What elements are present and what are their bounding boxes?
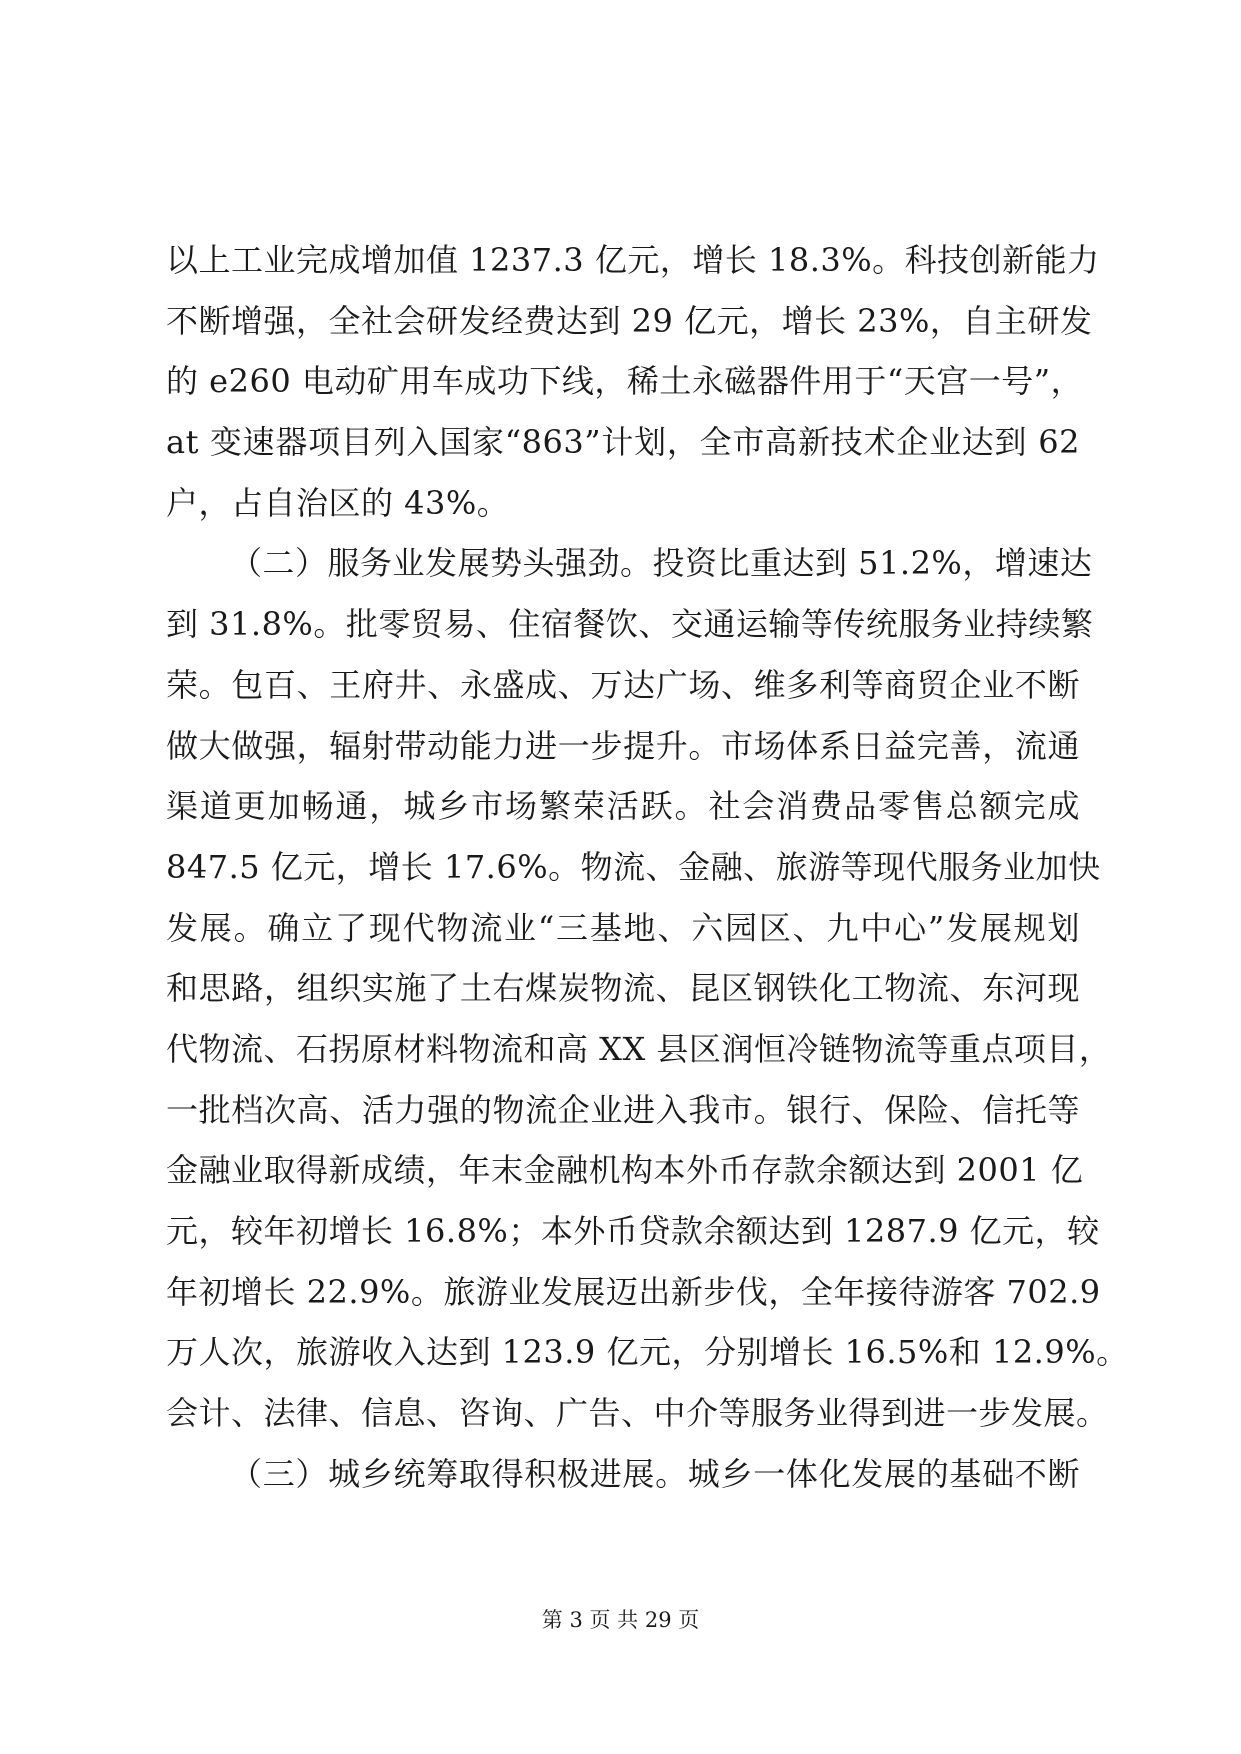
text-line: 发展。确立了现代物流业“三基地、六园区、九中心”发展规划 (166, 908, 1080, 947)
text-line: 的 e260 电动矿用车成功下线，稀土永磁器件用于“天宫一号”， (166, 362, 1084, 401)
text-line: 户，占自治区的 43%。 (166, 483, 510, 522)
body-text (166, 230, 1129, 1504)
text-line: 荣。包百、王府井、永盛成、万达广场、维多利等商贸企业不断 (166, 665, 1080, 704)
text-line: 代物流、石拐原材料物流和高 XX 县区润恒冷链物流等重点项目， (166, 1029, 1112, 1068)
text-line: 和思路，组织实施了土右煤炭物流、昆区钢铁化工物流、东河现 (166, 969, 1080, 1008)
text-line: 会计、法律、信息、咨询、广告、中介等服务业得到进一步发展。 (166, 1394, 1109, 1433)
page-footer: 第 3 页 共 29 页 (541, 1608, 700, 1632)
text-line: 做大做强，辐射带动能力进一步提升。市场体系日益完善，流通 (166, 726, 1080, 765)
text-line: 847.5 亿元，增长 17.6%。物流、金融、旅游等现代服务业加快 (166, 847, 1101, 886)
text-line: at 变速器项目列入国家“863”计划，全市高新技术企业达到 62 (166, 423, 1080, 462)
text-line: （二）服务业发展势头强劲。投资比重达到 51.2%，增速达 (230, 544, 1093, 583)
text-line: 金融业取得新成绩，年末金融机构本外币存款余额达到 2001 亿 (166, 1151, 1084, 1190)
text-line: 渠道更加畅通，城乡市场繁荣活跃。社会消费品零售总额完成 (166, 787, 1080, 826)
text-line: 一批档次高、活力强的物流企业进入我市。银行、保险、信托等 (166, 1090, 1080, 1129)
text-line: 到 31.8%。批零贸易、住宿餐饮、交通运输等传统服务业持续繁 (166, 605, 1094, 644)
text-line: 元，较年初增长 16.8%；本外币贷款余额达到 1287.9 亿元，较 (166, 1212, 1100, 1250)
text-line: 以上工业完成增加值 1237.3 亿元，增长 18.3%。科技创新能力 (166, 241, 1100, 279)
text-line: 年初增长 22.9%。旅游业发展迈出新步伐，全年接待游客 702.9 (166, 1272, 1101, 1311)
text-line: 不断增强，全社会研发经费达到 29 亿元，增长 23%，自主研发 (166, 301, 1093, 340)
text-line: 万人次，旅游收入达到 123.9 亿元，分别增长 16.5%和 12.9%。 (166, 1333, 1129, 1372)
text-line: （三）城乡统筹取得积极进展。城乡一体化发展的基础不断 (230, 1454, 1080, 1493)
